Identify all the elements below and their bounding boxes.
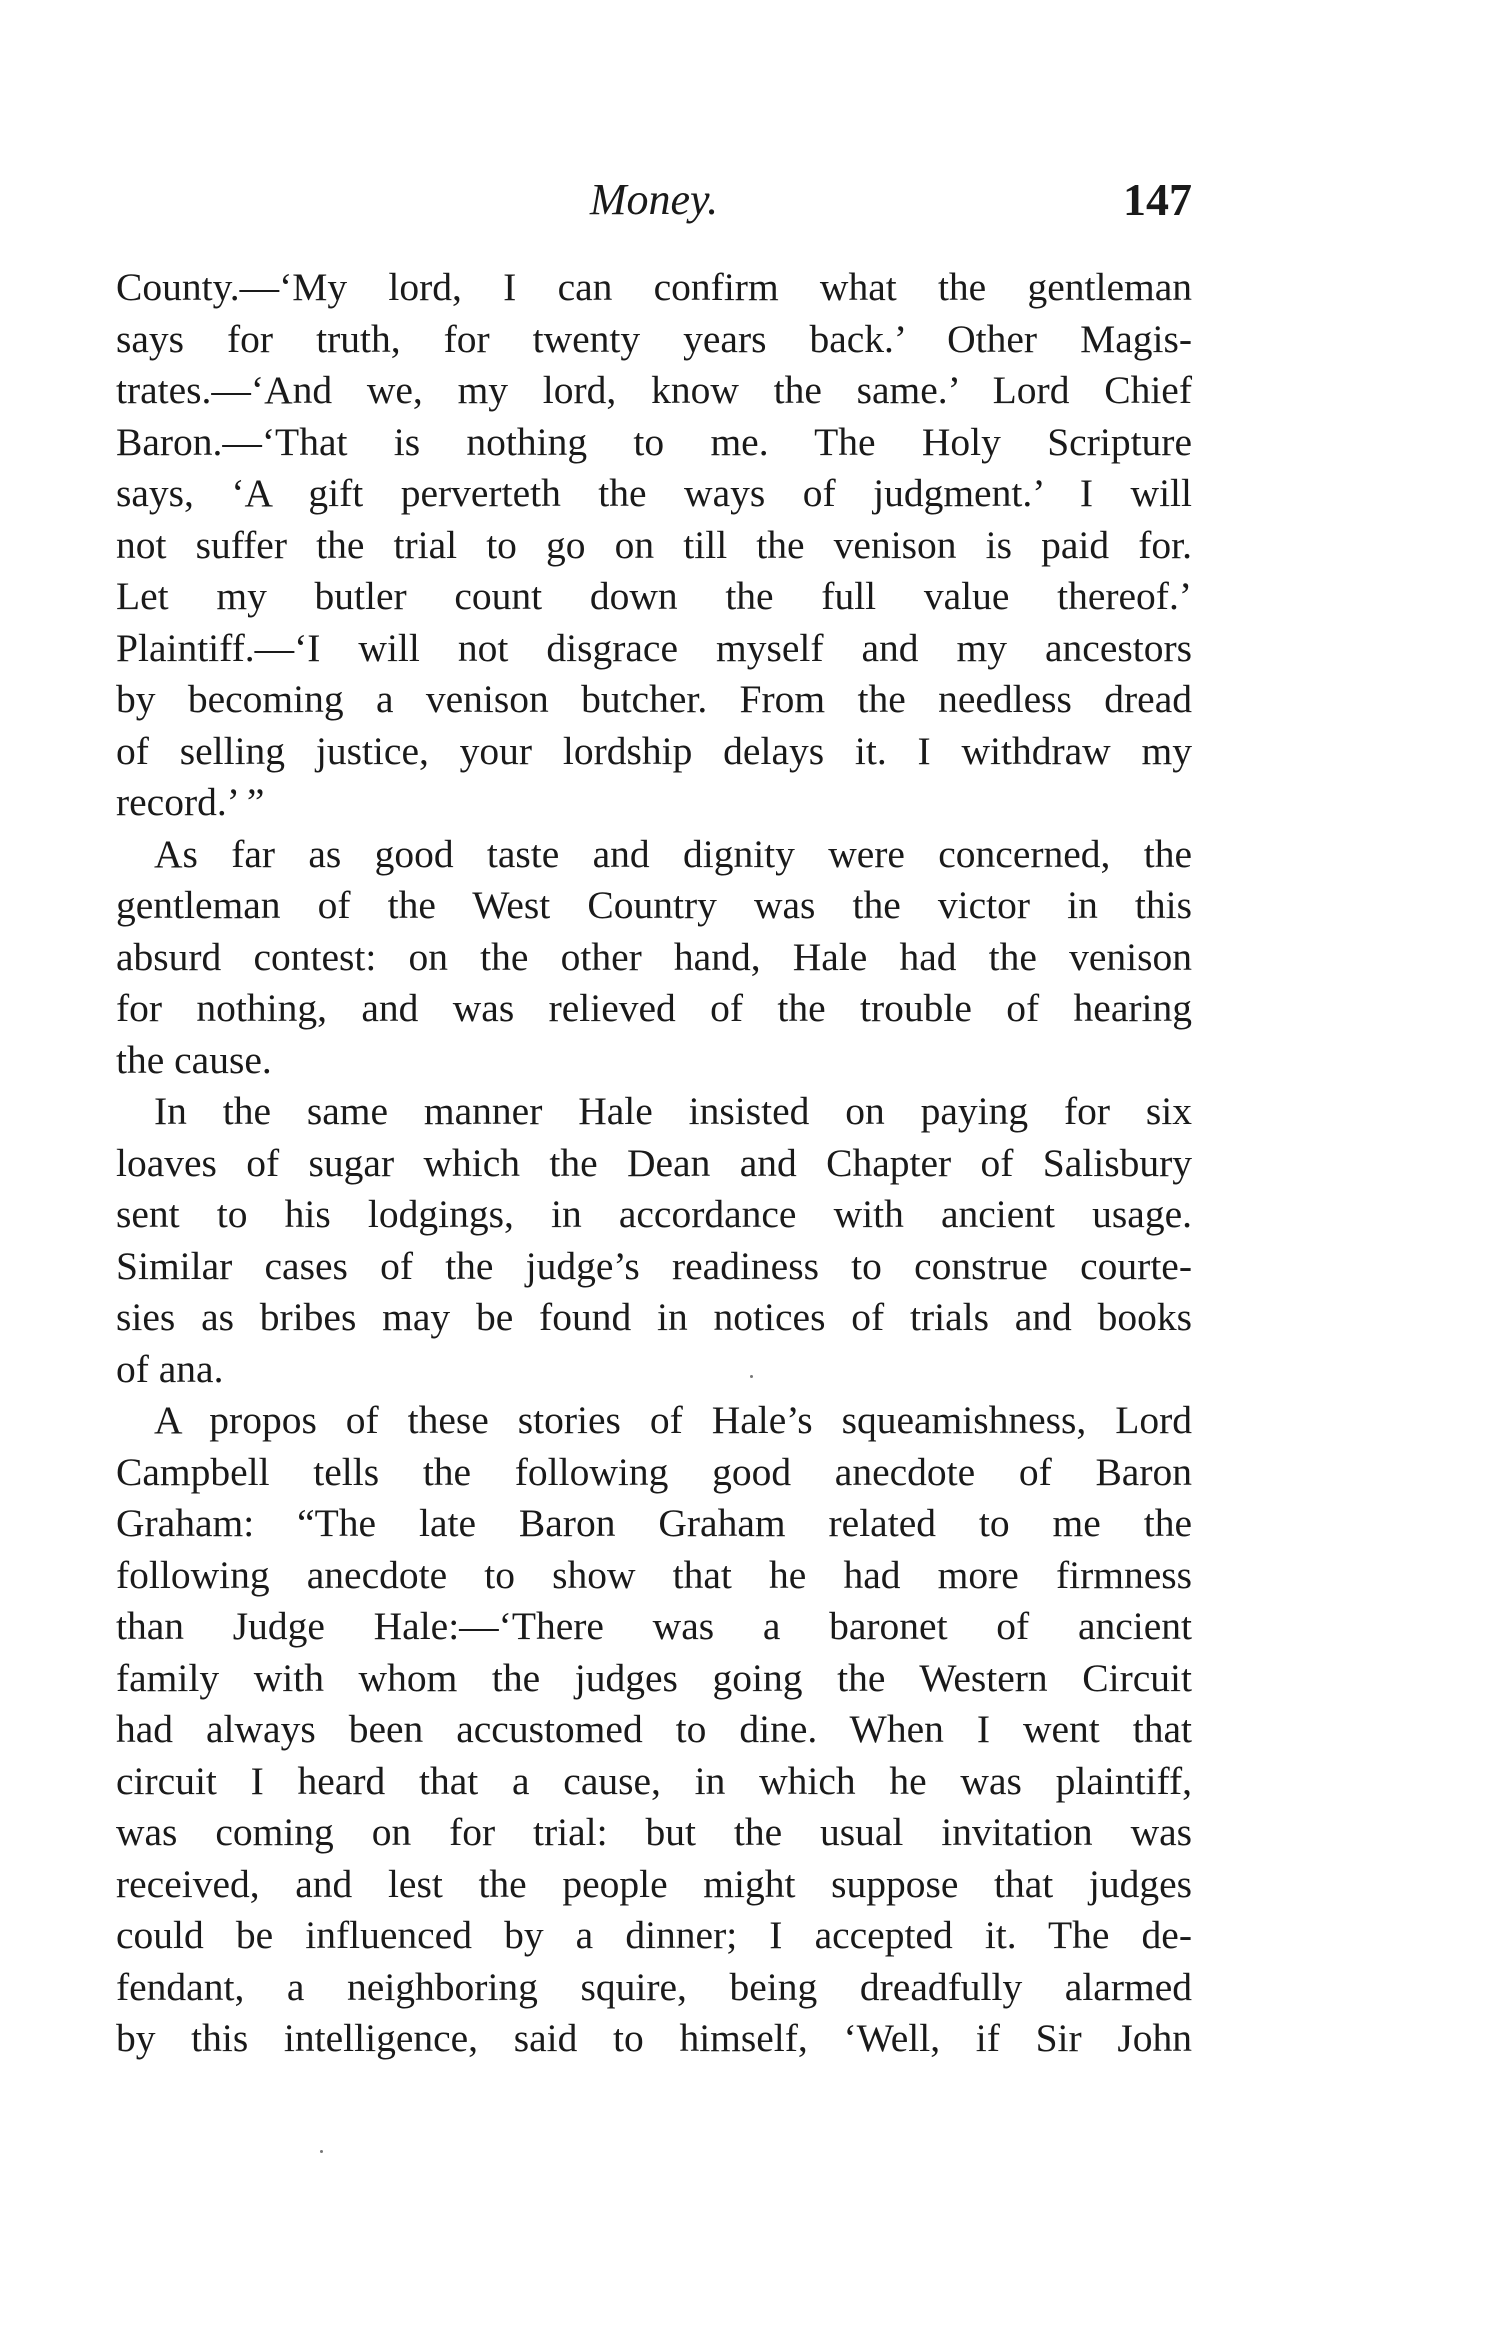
text-line: In the same manner Hale insisted on paying for six: [154, 1089, 1192, 1133]
text-line: family with whom the judges going the Western Circuit: [116, 1655, 1192, 1700]
text-line: says, ‘A gift perverteth the ways of judgment.’ I will: [116, 471, 1192, 515]
text-line: the cause.: [116, 1037, 272, 1082]
paper-speck: [750, 1375, 753, 1378]
text-line: loaves of sugar which the Dean and Chapter of Salisbury: [116, 1140, 1192, 1185]
running-title: Money.: [589, 175, 719, 224]
text-line: of ana.: [116, 1346, 224, 1391]
text-line: says for truth, for twenty years back.’ Other Magis-: [116, 316, 1192, 361]
text-line: following anecdote to show that he had more firmness: [116, 1552, 1192, 1597]
text-line: gentleman of the West Country was the victor in this: [116, 883, 1192, 927]
text-line: for nothing, and was relieved of the trouble of hearing: [116, 986, 1192, 1030]
text-line: Campbell tells the following good anecdote of Baron: [116, 1449, 1192, 1494]
text-line: A propos of these stories of Hale’s squeamishness, Lord: [154, 1398, 1192, 1442]
text-line: As far as good taste and dignity were concerned, the: [154, 831, 1192, 876]
running-head: [116, 170, 1192, 230]
text-line: circuit I heard that a cause, in which he was plaintiff,: [116, 1758, 1192, 1803]
text-line: Let my butler count down the full value thereof.’: [116, 574, 1192, 618]
text-line: had always been accustomed to dine. When I went that: [116, 1707, 1192, 1751]
text-line: sent to his lodgings, in accordance with ancient usage.: [116, 1192, 1192, 1236]
text-line: Graham: “The late Baron Graham related to me the: [116, 1501, 1192, 1545]
text-line: than Judge Hale:—‘There was a baronet of ancient: [116, 1604, 1192, 1648]
text-line: sies as bribes may be found in notices of trials and books: [116, 1295, 1192, 1339]
text-line: Plaintiff.—‘I will not disgrace myself and my ancestors: [116, 625, 1192, 670]
text-line: County.—‘My lord, I can confirm what the gentleman: [116, 265, 1192, 309]
text-line: Similar cases of the judge’s readiness to construe courte-: [116, 1243, 1192, 1288]
text-line: by becoming a venison butcher. From the needless dread: [116, 677, 1192, 721]
paper-speck: [320, 2150, 323, 2153]
text-line: received, and lest the people might suppose that judges: [116, 1861, 1192, 1906]
text-line: of selling justice, your lordship delays it. I withdraw my: [116, 728, 1192, 773]
text-line: absurd contest: on the other hand, Hale had the venison: [116, 934, 1192, 979]
text-line: trates.—‘And we, my lord, know the same.’ Lord Chief: [116, 368, 1192, 412]
text-line: by this intelligence, said to himself, ‘Well, if Sir John: [116, 2016, 1192, 2060]
text-line: was coming on for trial: but the usual invitation was: [116, 1810, 1192, 1854]
text-line: Baron.—‘That is nothing to me. The Holy Scripture: [116, 419, 1192, 464]
text-line: record.’ ”: [116, 780, 265, 824]
body-text: [116, 262, 1192, 2065]
text-line: fendant, a neighboring squire, being dreadfully alarmed: [116, 1964, 1192, 2009]
page-number: 147: [1123, 174, 1192, 225]
text-line: could be influenced by a dinner; I accepted it. The de-: [116, 1913, 1192, 1957]
text-line: not suffer the trial to go on till the venison is paid for.: [116, 522, 1192, 567]
